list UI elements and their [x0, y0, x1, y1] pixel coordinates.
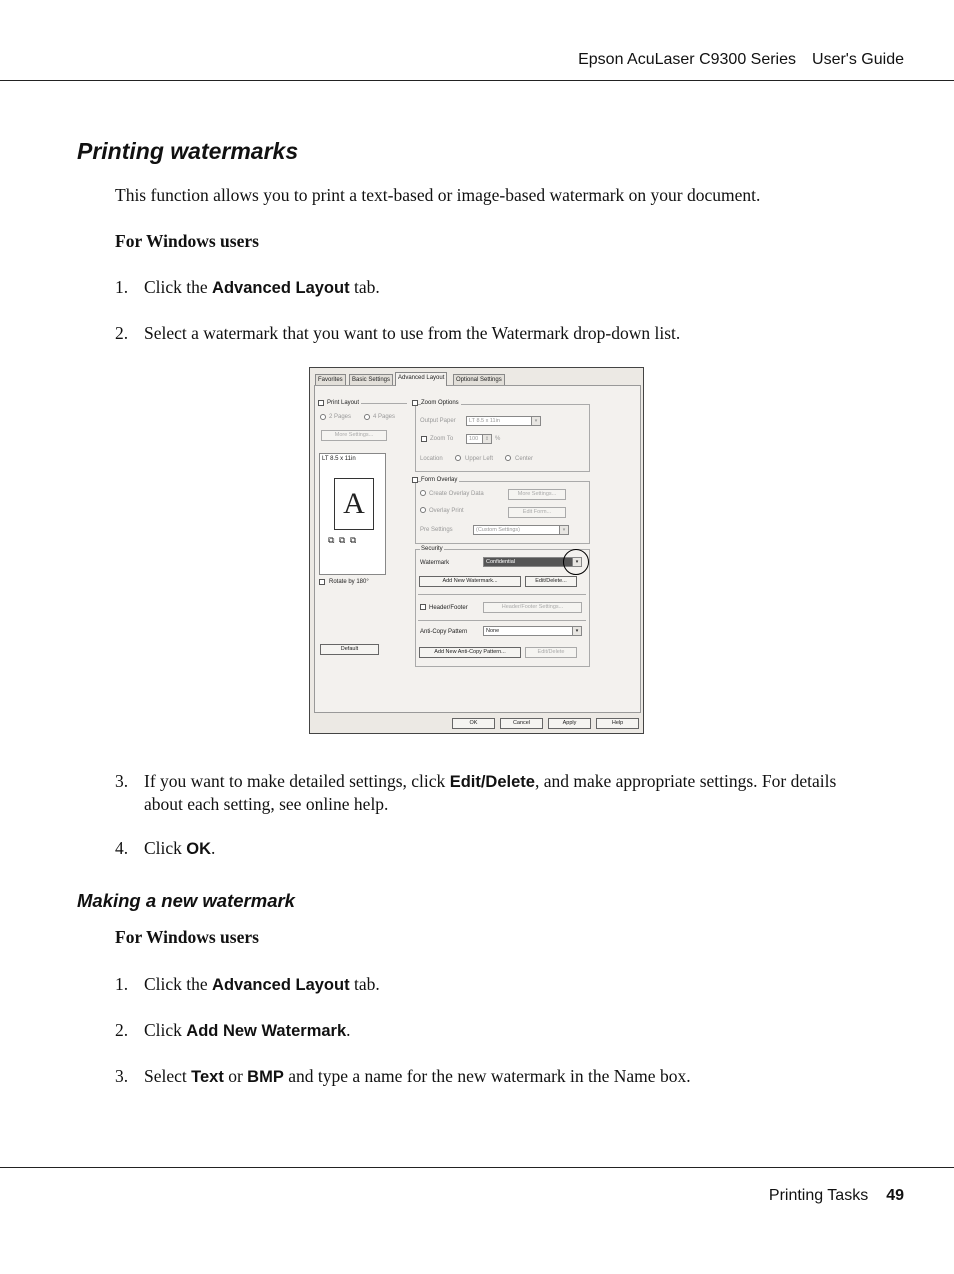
step-text: . — [211, 838, 216, 858]
anti-copy-value: None — [486, 628, 500, 634]
divider — [361, 403, 407, 404]
apply-button[interactable]: Apply — [548, 718, 591, 729]
pre-settings-value: (Custom Settings) — [476, 527, 521, 533]
edit-form-button[interactable]: Edit Form... — [508, 507, 566, 518]
form-overlay-label: Form Overlay — [421, 477, 458, 483]
preview-paper-label: LT 8.5 x 11in — [322, 456, 356, 462]
help-button[interactable]: Help — [596, 718, 639, 729]
footer-section: Printing Tasks — [768, 1187, 869, 1204]
header-footer-label: Header/Footer — [429, 605, 468, 611]
print-layout-checkbox[interactable] — [318, 400, 324, 406]
subsection-title: Making a new watermark — [77, 890, 295, 911]
sub-step-3 — [115, 1065, 865, 1088]
step-text: or — [223, 1066, 248, 1086]
zoom-options-checkbox[interactable] — [412, 400, 418, 406]
zoom-value-input[interactable] — [466, 434, 492, 444]
preview-page: A — [334, 478, 374, 530]
step-key: BMP — [247, 1068, 284, 1086]
footer-rule — [0, 1167, 954, 1168]
create-overlay-radio[interactable] — [420, 490, 426, 496]
step-text: Click the — [144, 277, 213, 297]
pre-settings-select[interactable] — [473, 525, 569, 535]
running-footer — [769, 1187, 904, 1205]
two-pages-radio[interactable] — [320, 414, 326, 420]
step-4 — [115, 837, 865, 860]
output-paper-select[interactable] — [466, 416, 541, 426]
tab-optional-settings[interactable]: Optional Settings — [453, 374, 505, 385]
step-text: and type a name for the new watermark in the Name box. — [283, 1066, 691, 1086]
output-paper-value: LT 8.5 x 11in — [469, 418, 500, 424]
for-windows-heading-2: For Windows users — [115, 927, 259, 947]
preview-icons: ⧉ ⧉ ⧉ — [328, 535, 358, 545]
step-number: 2. — [115, 323, 129, 343]
watermark-value: Confidential — [486, 559, 516, 565]
step-number: 1. — [115, 277, 129, 297]
more-settings-overlay-button[interactable]: More Settings... — [508, 489, 566, 500]
output-paper-label: Output Paper — [420, 418, 456, 424]
spinner-icon: ⇕ — [482, 435, 491, 443]
step-number: 3. — [115, 771, 129, 791]
step-key: Advanced Layout — [212, 279, 350, 297]
zoom-to-label: Zoom To — [430, 436, 454, 442]
ok-button[interactable]: OK — [452, 718, 495, 729]
divider — [418, 594, 586, 595]
header-footer-settings-button[interactable]: Header/Footer Settings... — [483, 602, 582, 613]
step-text: Click — [144, 1020, 187, 1040]
intro-paragraph: This function allows you to print a text-based or image-based watermark on your document. — [115, 185, 761, 205]
cancel-button[interactable]: Cancel — [500, 718, 543, 729]
print-layout-label: Print Layout — [327, 400, 360, 406]
for-windows-heading: For Windows users — [115, 231, 259, 251]
anti-copy-label: Anti-Copy Pattern — [420, 629, 468, 635]
step-3 — [115, 770, 865, 815]
default-button[interactable]: Default — [320, 644, 379, 655]
create-overlay-label: Create Overlay Data — [429, 491, 484, 497]
center-radio[interactable] — [505, 455, 511, 461]
step-text: Click the — [144, 974, 213, 994]
step-text: , and make appropriate settings. For details about each setting, see online help. — [144, 771, 837, 814]
step-text: Select — [144, 1066, 192, 1086]
step-text: tab. — [349, 974, 380, 994]
four-pages-radio[interactable] — [364, 414, 370, 420]
more-settings-button[interactable]: More Settings... — [321, 430, 387, 441]
form-overlay-checkbox[interactable] — [412, 477, 418, 483]
advanced-layout-panel — [314, 385, 641, 713]
header-footer-checkbox[interactable] — [420, 604, 426, 610]
add-new-anticopy-button[interactable]: Add New Anti-Copy Pattern... — [419, 647, 521, 658]
divider — [418, 620, 586, 621]
location-label: Location — [420, 456, 443, 462]
overlay-print-label: Overlay Print — [429, 508, 464, 514]
upper-left-label: Upper Left — [465, 456, 494, 462]
anti-copy-select[interactable] — [483, 626, 582, 636]
step-number: 3. — [115, 1066, 129, 1086]
center-label: Center — [515, 456, 534, 462]
step-key: Add New Watermark — [186, 1022, 347, 1040]
step-text: If you want to make detailed settings, click — [144, 771, 450, 791]
zoom-value: 100 — [469, 436, 479, 442]
layout-preview — [319, 453, 386, 575]
two-pages-label: 2 Pages — [329, 414, 352, 420]
sub-step-1 — [115, 973, 865, 996]
add-new-watermark-button[interactable]: Add New Watermark... — [419, 576, 521, 587]
step-1 — [115, 276, 865, 299]
printer-settings-dialog — [309, 367, 644, 734]
step-text: Click — [144, 838, 187, 858]
four-pages-label: 4 Pages — [373, 414, 396, 420]
header-rule — [0, 80, 954, 81]
tab-advanced-layout[interactable]: Advanced Layout — [395, 372, 447, 386]
chevron-down-icon: ▾ — [559, 526, 568, 534]
step-number: 4. — [115, 838, 129, 858]
percent-label: % — [495, 436, 501, 442]
step-text: tab. — [349, 277, 380, 297]
zoom-to-checkbox[interactable] — [421, 436, 427, 442]
rotate-checkbox[interactable] — [319, 579, 325, 585]
upper-left-radio[interactable] — [455, 455, 461, 461]
rotate-label: Rotate by 180° — [329, 579, 369, 585]
step-key: Advanced Layout — [212, 976, 350, 994]
highlight-circle — [563, 549, 589, 575]
edit-delete-anticopy-button[interactable]: Edit/Delete — [525, 647, 577, 658]
chevron-down-icon: ▾ — [572, 627, 581, 635]
chevron-down-icon[interactable]: ▾ — [572, 558, 581, 566]
sub-step-2 — [115, 1019, 865, 1042]
overlay-print-radio[interactable] — [420, 507, 426, 513]
step-text: Select a watermark that you want to use from the Watermark drop-down list. — [144, 323, 681, 343]
step-key: Edit/Delete — [449, 773, 535, 791]
page-number: 49 — [886, 1187, 904, 1204]
chevron-down-icon: ▾ — [531, 417, 540, 425]
edit-delete-button[interactable]: Edit/Delete... — [525, 576, 577, 587]
security-label: Security — [421, 546, 443, 552]
pre-settings-label: Pre Settings — [420, 527, 453, 533]
section-title: Printing watermarks — [77, 138, 299, 164]
running-header — [578, 51, 904, 69]
step-number: 1. — [115, 974, 129, 994]
zoom-options-label: Zoom Options — [421, 400, 459, 406]
tab-favorites[interactable]: Favorites — [315, 374, 346, 385]
step-2 — [115, 322, 865, 344]
step-key: OK — [186, 840, 212, 858]
header-doc: User's Guide — [812, 51, 904, 68]
step-key: Text — [191, 1068, 224, 1086]
step-text: . — [346, 1020, 351, 1040]
step-number: 2. — [115, 1020, 129, 1040]
header-product: Epson AcuLaser C9300 Series — [578, 51, 797, 68]
watermark-label: Watermark — [420, 560, 450, 566]
tab-basic-settings[interactable]: Basic Settings — [349, 374, 393, 385]
